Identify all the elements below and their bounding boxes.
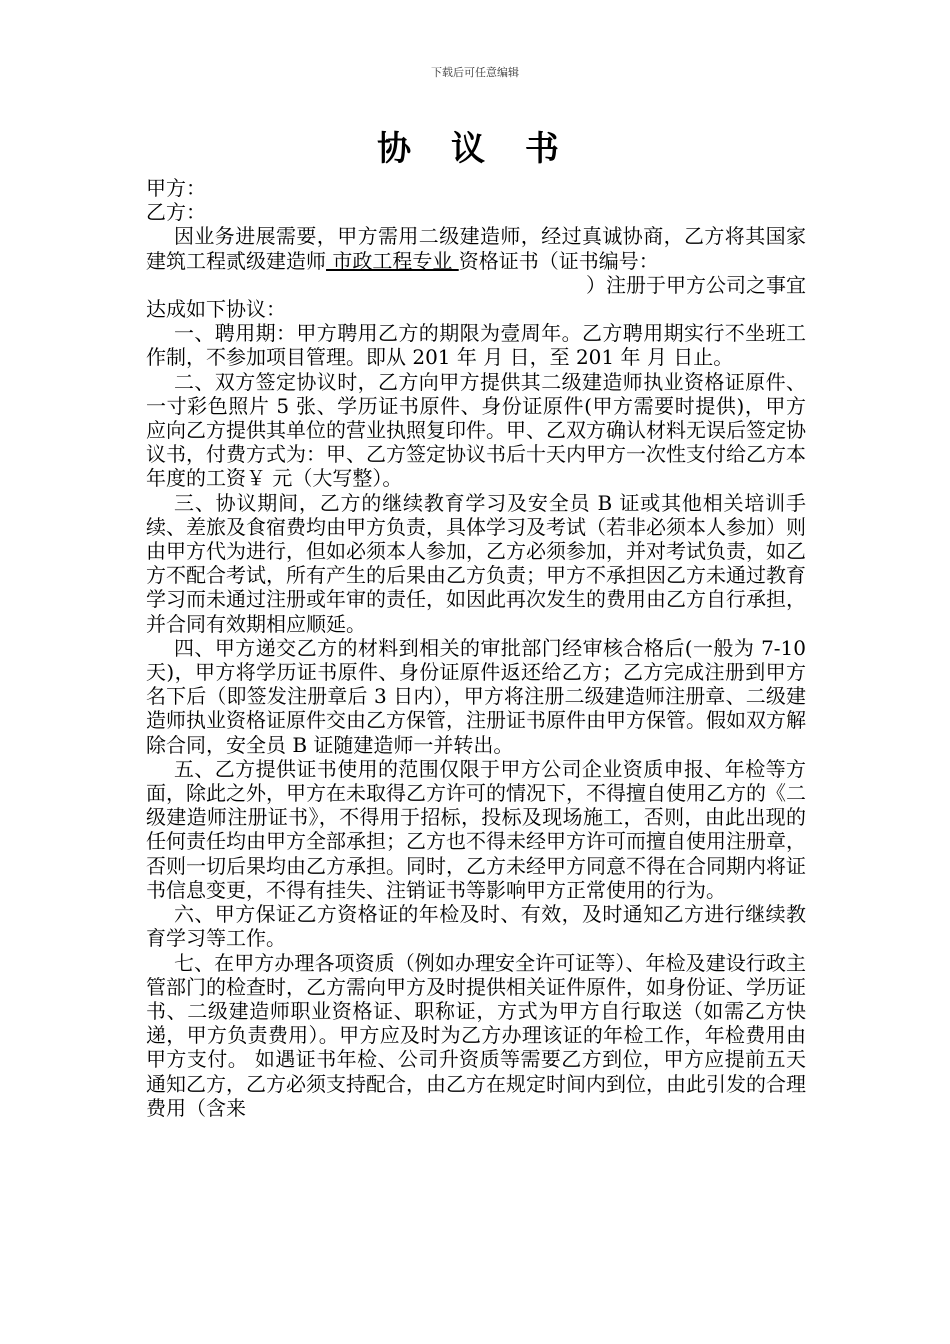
- clause-7: 七、在甲方办理各项资质（例如办理安全许可证等）、年检及建设行政主管部门的检查时，乙方需向甲方及时提供相关证件原件，如身份证、学历证书、二级建造师职业资格证、职称证，方式为甲方自行取送（如需乙方快递，甲方负责费用）。甲方应及时为乙方办理该证的年检工作，年检费用由甲方支付。 如遇证书年检、公司升资质等需要乙方到位，甲方应提前五天通知乙方，乙方必须支持配合，由乙方在规定时间内到位，由此引发的合理费用（含来: [146, 950, 806, 1120]
- clause-2: 二、双方签定协议时，乙方向甲方提供其二级建造师执业资格证原件、一寸彩色照片 5 张、学历证书原件、身份证原件(甲方需要时提供)，甲方应向乙方提供其单位的营业执照复印件。甲、乙双方确认材料无误后签定协议书，付费方式为：甲、乙方签定协议书后十天内甲方一次性支付给乙方本年度的工资￥ 元（大写整）。: [146, 369, 806, 491]
- header-note: 下载后可任意编辑: [431, 66, 519, 79]
- clause-4: 四、甲方递交乙方的材料到相关的审批部门经审核合格后(一般为 7-10 天)，甲方将学历证书原件、身份证原件返还给乙方；乙方完成注册到甲方名下后（即签发注册章后 3 日内），甲方将注册二级建造师注册章、二级建造师执业资格证原件交由乙方保管，注册证书原件由甲方保管。假如双方解除合同，安全员 B 证随建造师一并转出。: [146, 635, 806, 757]
- clause-6: 六、甲方保证乙方资格证的年检及时、有效，及时通知乙方进行继续教育学习等工作。: [146, 902, 806, 951]
- party-b-line: 乙方：: [146, 200, 206, 225]
- intro-paragraph: [146, 224, 806, 272]
- party-a-line: 甲方：: [146, 176, 206, 200]
- specialty-field: 市政工程专业: [326, 248, 459, 273]
- agreement-line: 达成如下协议：: [146, 297, 286, 322]
- intro-text-1: 因业务进展需要，甲方需用二级建造师，经过真诚协商，乙方将其国家建筑工程贰级建造师: [146, 224, 806, 273]
- clause-3: 三、协议期间，乙方的继续教育学习及安全员 B 证或其他相关培训手续、差旅及食宿费均由甲方负责，具体学习及考试（若非必须本人参加）则由甲方代为进行，但如必须本人参加，乙方必须参加，并对考试负责，如乙方不配合考试，所有产生的后果由乙方负责；甲方不承担因乙方未通过教育学习而未通过注册或年审的责任，如因此再次发生的费用由乙方自行承担，并合同有效期相应顺延。: [146, 490, 806, 636]
- document-body: [146, 176, 806, 1120]
- clause-1: 一、聘用期：甲方聘用乙方的期限为壹周年。乙方聘用期实行不坐班工作制，不参加项目管理。即从 201 年 月 日，至 201 年 月 日止。: [146, 321, 806, 370]
- clause-5: 五、乙方提供证书使用的范围仅限于甲方公司企业资质申报、年检等方面，除此之外，甲方在未取得乙方许可的情况下，不得擅自使用乙方的《二级建造师注册证书》，不得用于招标，投标及现场施工，否则，由此出现的任何责任均由甲方全部承担；乙方也不得未经甲方许可而擅自使用注册章，否则一切后果均由乙方承担。同时，乙方未经甲方同意不得在合同期内将证书信息变更，不得有挂失、注销证书等影响甲方正常使用的行为。: [146, 756, 806, 902]
- document-title: 协 议 书: [377, 129, 573, 169]
- intro-text-2: 资格证书（证书编号：: [458, 248, 659, 273]
- intro-paragraph-end: ）注册于甲方公司之事宜: [586, 272, 806, 297]
